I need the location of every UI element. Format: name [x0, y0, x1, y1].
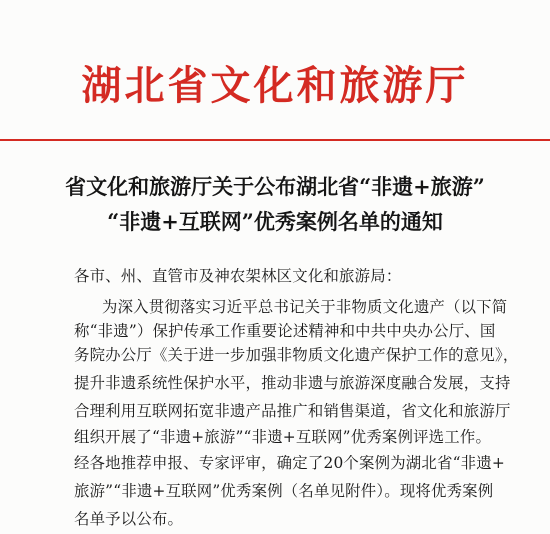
body-line-5: 合理利用互联网拓宽非遗产品推广和销售渠道，省文化和旅游厅 [74, 402, 511, 420]
body-line-9: 名单予以公布。 [74, 510, 184, 528]
agency-letterhead-title: 湖北省文化和旅游厅 [81, 62, 469, 109]
body-line-6: 组织开展了“非遗+旅游”“非遗+互联网”优秀案例评选工作。 [74, 428, 492, 446]
body-line-8: 旅游”“非遗+互联网”优秀案例（名单见附件）。现将优秀案例 [74, 482, 494, 500]
body-line-1: 为深入贯彻落实习近平总书记关于非物质文化遗产（以下简 [102, 298, 508, 316]
notice-title-line-1: 省文化和旅游厅关于公布湖北省“非遗+旅游” [65, 174, 485, 199]
salutation: 各市、州、直管市及神农架林区文化和旅游局： [74, 267, 402, 285]
body-line-2: 称“非遗”）保护传承工作重要论述精神和中共中央办公厅、国 [74, 322, 496, 340]
body-line-7: 经各地推荐申报、专家评审，确定了20个案例为湖北省“非遗+ [74, 454, 505, 472]
body-line-4: 提升非遗系统性保护水平，推动非遗与旅游深度融合发展，支持 [74, 374, 511, 392]
notice-title-line-2: “非遗+互联网”优秀案例名单的通知 [107, 209, 443, 234]
body-line-3: 务院办公厅《关于进一步加强非物质文化遗产保护工作的意见》， [74, 346, 519, 364]
letterhead-red-rule [0, 139, 550, 141]
